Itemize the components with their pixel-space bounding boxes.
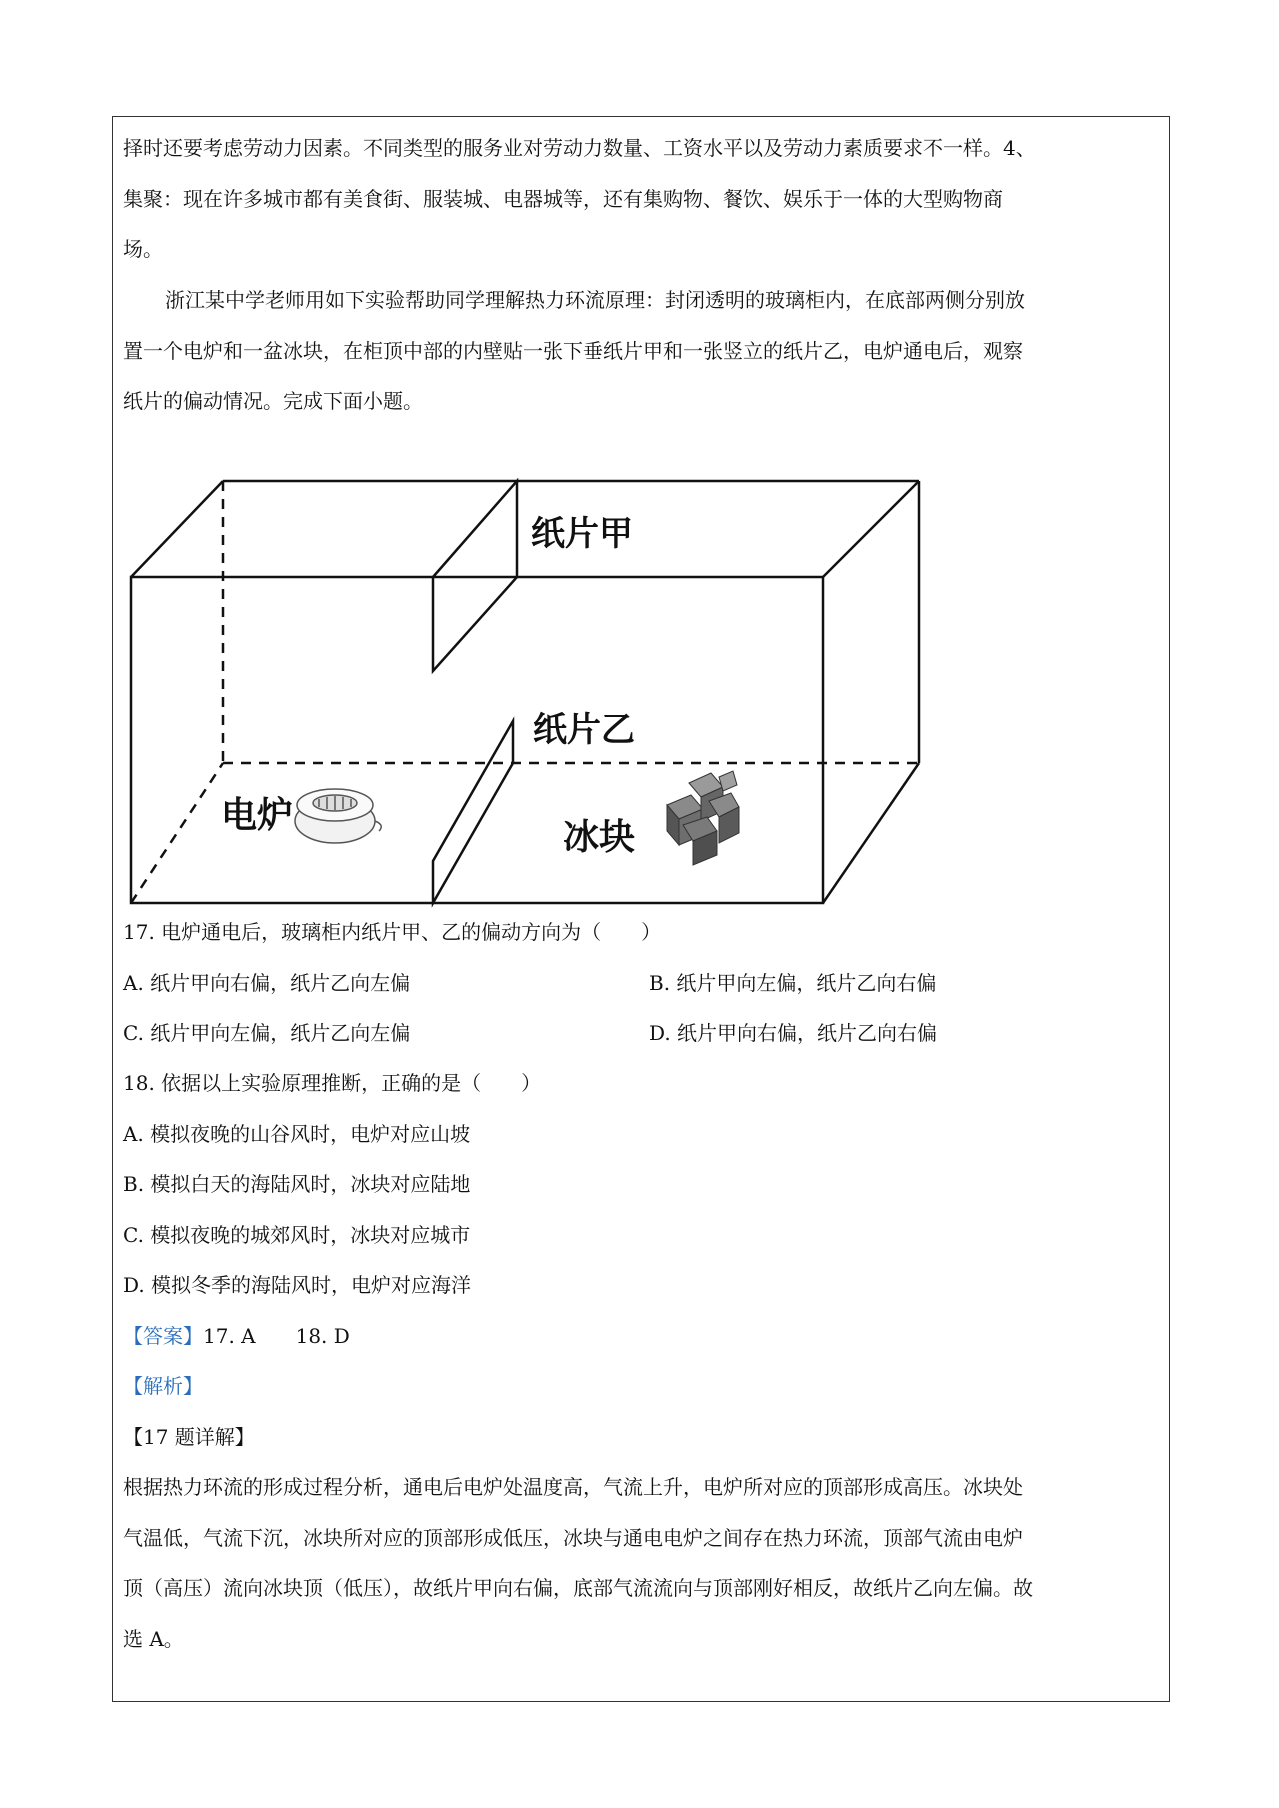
q18-option-c: C. 模拟夜晚的城郊风时，冰块对应城市 xyxy=(123,1223,471,1247)
q18-option-a: A. 模拟夜晚的山谷风时，电炉对应山坡 xyxy=(123,1122,471,1146)
box-front-face xyxy=(131,577,823,903)
glass-box-figure xyxy=(123,465,943,915)
label-ice: 冰块 xyxy=(563,817,636,858)
intro-line-1: 择时还要考虑劳动力因素。不同类型的服务业对劳动力数量、工资水平以及劳动力素质要求不一样。4、 xyxy=(123,136,1036,160)
q18-option-d: D. 模拟冬季的海陆风时，电炉对应海洋 xyxy=(123,1273,472,1297)
passage-line-1: 浙江某中学老师用如下实验帮助同学理解热力环流原理：封闭透明的玻璃柜内，在底部两侧分别放 xyxy=(165,288,1025,312)
q17-option-d: D. 纸片甲向右偏，纸片乙向右偏 xyxy=(649,1021,938,1045)
paper-yi-shape xyxy=(433,721,513,903)
intro-line-2: 集聚：现在许多城市都有美食街、服装城、电器城等，还有集购物、餐饮、娱乐于一体的大型购物商 xyxy=(123,187,1003,211)
q17-option-c: C. 纸片甲向左偏，纸片乙向左偏 xyxy=(123,1021,411,1045)
q17-stem: 17. 电炉通电后，玻璃柜内纸片甲、乙的偏动方向为（ ） xyxy=(123,920,662,944)
analysis-sub: 【17 题详解】 xyxy=(123,1425,255,1449)
label-stove: 电炉 xyxy=(221,795,294,836)
intro-line-3: 场。 xyxy=(123,237,163,261)
q17-option-b: B. 纸片甲向左偏，纸片乙向右偏 xyxy=(649,971,937,995)
q17-option-a: A. 纸片甲向右偏，纸片乙向左偏 xyxy=(123,971,411,995)
label-paper-yi: 纸片乙 xyxy=(533,710,635,750)
analysis-line-2: 气温低，气流下沉，冰块所对应的顶部形成低压，冰块与通电电炉之间存在热力环流，顶部气流由电炉 xyxy=(123,1526,1023,1550)
analysis-line-1: 根据热力环流的形成过程分析，通电后电炉处温度高，气流上升，电炉所对应的顶部形成高压。冰块处 xyxy=(123,1475,1023,1499)
label-paper-jia: 纸片甲 xyxy=(531,514,633,554)
analysis-tag: 【解析】 xyxy=(123,1374,203,1398)
ice-icon xyxy=(667,771,739,865)
page-frame xyxy=(112,116,1170,1702)
answer-tag: 【答案】 xyxy=(123,1324,203,1348)
answer-text: 17. A 18. D xyxy=(203,1324,350,1348)
passage-line-3: 纸片的偏动情况。完成下面小题。 xyxy=(123,389,423,413)
passage-line-2: 置一个电炉和一盆冰块，在柜顶中部的内壁贴一张下垂纸片甲和一张竖立的纸片乙，电炉通电后，观察 xyxy=(123,339,1023,363)
answer-line xyxy=(123,1311,350,1362)
stove-icon xyxy=(295,789,381,843)
analysis-line-4: 选 A。 xyxy=(123,1627,184,1651)
analysis-line-3: 顶（高压）流向冰块顶（低压），故纸片甲向右偏，底部气流流向与顶部刚好相反，故纸片乙向左偏。故 xyxy=(123,1576,1033,1600)
q18-option-b: B. 模拟白天的海陆风时，冰块对应陆地 xyxy=(123,1172,471,1196)
q18-stem: 18. 依据以上实验原理推断，正确的是（ ） xyxy=(123,1071,542,1095)
